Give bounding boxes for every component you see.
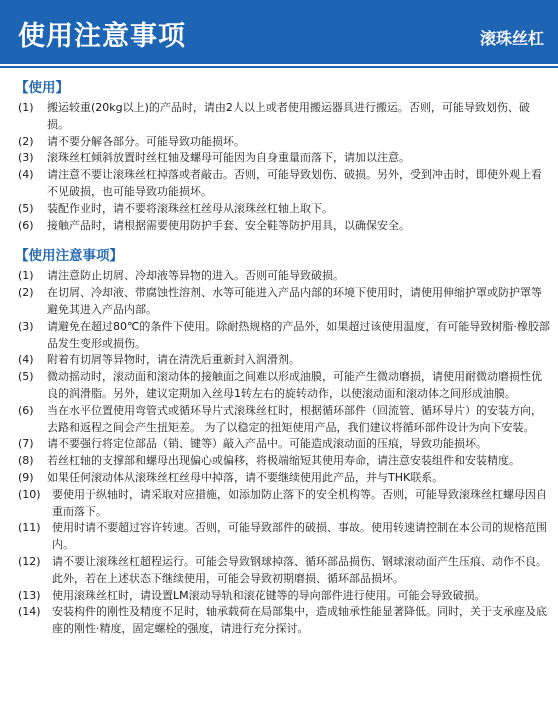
item-number: (3) (18, 151, 34, 165)
list-item (0, 470, 558, 487)
item-number: (2) (18, 286, 34, 300)
item-number: (7) (18, 437, 34, 451)
item-text: 请注意不要让滚珠丝杠掉落或者敲击。否则，可能导致划伤、破损。另外，受到冲击时，即使外观上看不见破损，也可能导致功能损坏。 (47, 168, 542, 198)
item-number: (13) (18, 588, 41, 602)
list-item (0, 487, 558, 521)
item-text: 请避免在超过80℃的条件下使用。除耐热规格的产品外，如果超过该使用温度，有可能导致树脂·橡胶部品发生变形或损伤。 (47, 319, 550, 350)
item-text: 装配作业时，请不要将滚珠丝杠丝母从滚珠丝杠轴上取下。 (47, 201, 333, 215)
item-text: 若丝杠轴的支撑部和螺母出现偏心或偏移，将极端缩短其使用寿命，请注意安装组件和安装精度。 (47, 454, 520, 468)
item-number: (1) (18, 101, 34, 114)
item-number: (1) (18, 269, 34, 283)
precautions-list (0, 268, 558, 638)
list-item (0, 100, 558, 134)
list-item (0, 134, 558, 151)
item-text: 安装构件的刚性及精度不足时，轴承载荷在局部集中，造成轴承性能显著降低。同时，关于支承座及底座的刚性·精度，固定螺栓的强度，请进行充分探讨。 (52, 605, 547, 636)
item-text: 接触产品时，请根据需要使用防护手套、安全鞋等防护用具，以确保安全。 (47, 218, 410, 232)
item-text: 滚珠丝杠倾斜放置时丝杠轴及螺母可能因为自身重量而落下，请加以注意。 (47, 151, 410, 165)
item-text: 在切屑、冷却液、带腐蚀性溶剂、水等可能进入产品内部的环境下使用时，请使用伸缩护罩或防护罩等避免其进入产品内部。 (47, 286, 542, 316)
list-item (0, 554, 558, 588)
item-text: 请不要强行将定位部品（销、键等）敲入产品中。可能造成滚动面的压痕，导致功能损坏。 (47, 437, 487, 451)
list-item (0, 150, 558, 167)
item-text: 如果任何滚动体从滚珠丝杠丝母中掉落，请不要继续使用此产品，并与THK联系。 (47, 470, 444, 484)
list-item (0, 201, 558, 218)
item-number: (5) (18, 370, 34, 384)
item-text: 要使用于纵轴时，请采取对应措施，如添加防止落下的安全机构等。否则，可能导致滚珠丝杠螺母因自重而落下。 (52, 487, 547, 518)
item-number: (5) (18, 201, 34, 215)
item-number: (10) (18, 487, 41, 501)
item-number: (12) (18, 554, 41, 568)
item-number: (4) (18, 168, 34, 182)
item-text: 当在水平位置使用弯管式或循环导片式滚珠丝杠时，根据循环部件（回流管、循环导片）的安装方向，去路和返程之间会产生扭矩差。 为了以稳定的扭矩使用产品，我们建议将循环部件设计为向下安装。 (47, 403, 542, 434)
list-item (0, 588, 558, 605)
item-number: (8) (18, 454, 34, 468)
item-text: 搬运较重(20kg以上)的产品时，请由2人以上或者使用搬运器具进行搬运。否则，可能导致划伤、破损。 (47, 101, 530, 131)
list-item (0, 218, 558, 235)
page-header (0, 0, 558, 64)
list-item (0, 352, 558, 369)
section-title-precautions: 【使用注意事项】 (15, 248, 123, 265)
item-text: 使用滚珠丝杠时，请设置LM滚动导轨和滚花键等的导向部件进行使用。可能会导致破损。 (52, 588, 486, 602)
page-title: 使用注意事项 (18, 21, 186, 52)
item-number: (6) (18, 218, 34, 232)
item-number: (6) (18, 403, 34, 417)
item-text: 请注意防止切屑、冷却液等异物的进入。否则可能导致破损。 (47, 269, 344, 283)
item-text: 请不要分解各部分。可能导致功能损坏。 (47, 134, 245, 148)
section-title-usage: 【使用】 (15, 80, 69, 96)
list-item (0, 285, 558, 319)
item-number: (9) (18, 470, 34, 484)
list-item (0, 167, 558, 201)
list-item (0, 453, 558, 470)
list-item (0, 319, 558, 353)
item-number: (4) (18, 353, 34, 367)
item-text: 使用时请不要超过容许转速。否则，可能导致部件的破损、事故。使用转速请控制在本公司的规格范围内。 (52, 521, 547, 552)
item-number: (14) (18, 605, 41, 619)
item-text: 微动摇动时，滚动面和滚动体的接触面之间难以形成油膜，可能产生微动磨损，请使用耐微动磨损性优良的润滑脂。另外，建议定期加入丝母1转左右的旋转动作，以使滚动面和滚动体之间形成油膜。 (47, 370, 542, 400)
item-text: 附着有切屑等异物时，请在清洗后重新封入润滑剂。 (47, 353, 300, 367)
item-number: (11) (18, 521, 41, 535)
item-number: (3) (18, 319, 34, 333)
usage-list (0, 100, 558, 234)
header-divider (0, 66, 558, 68)
list-item (0, 520, 558, 554)
list-item (0, 369, 558, 403)
item-text: 请不要让滚珠丝杠超程运行。可能会导致钢球掉落、循环部品损伤、钢球滚动面产生压痕、动作不良。此外，若在上述状态下继续使用，可能会导致初期磨损、循环部品损坏。 (52, 554, 547, 585)
list-item (0, 436, 558, 453)
page-content (0, 78, 558, 638)
product-name: 滚珠丝杠 (479, 29, 544, 48)
list-item (0, 403, 558, 437)
item-number: (2) (18, 134, 34, 148)
list-item (0, 604, 558, 638)
list-item (0, 268, 558, 285)
